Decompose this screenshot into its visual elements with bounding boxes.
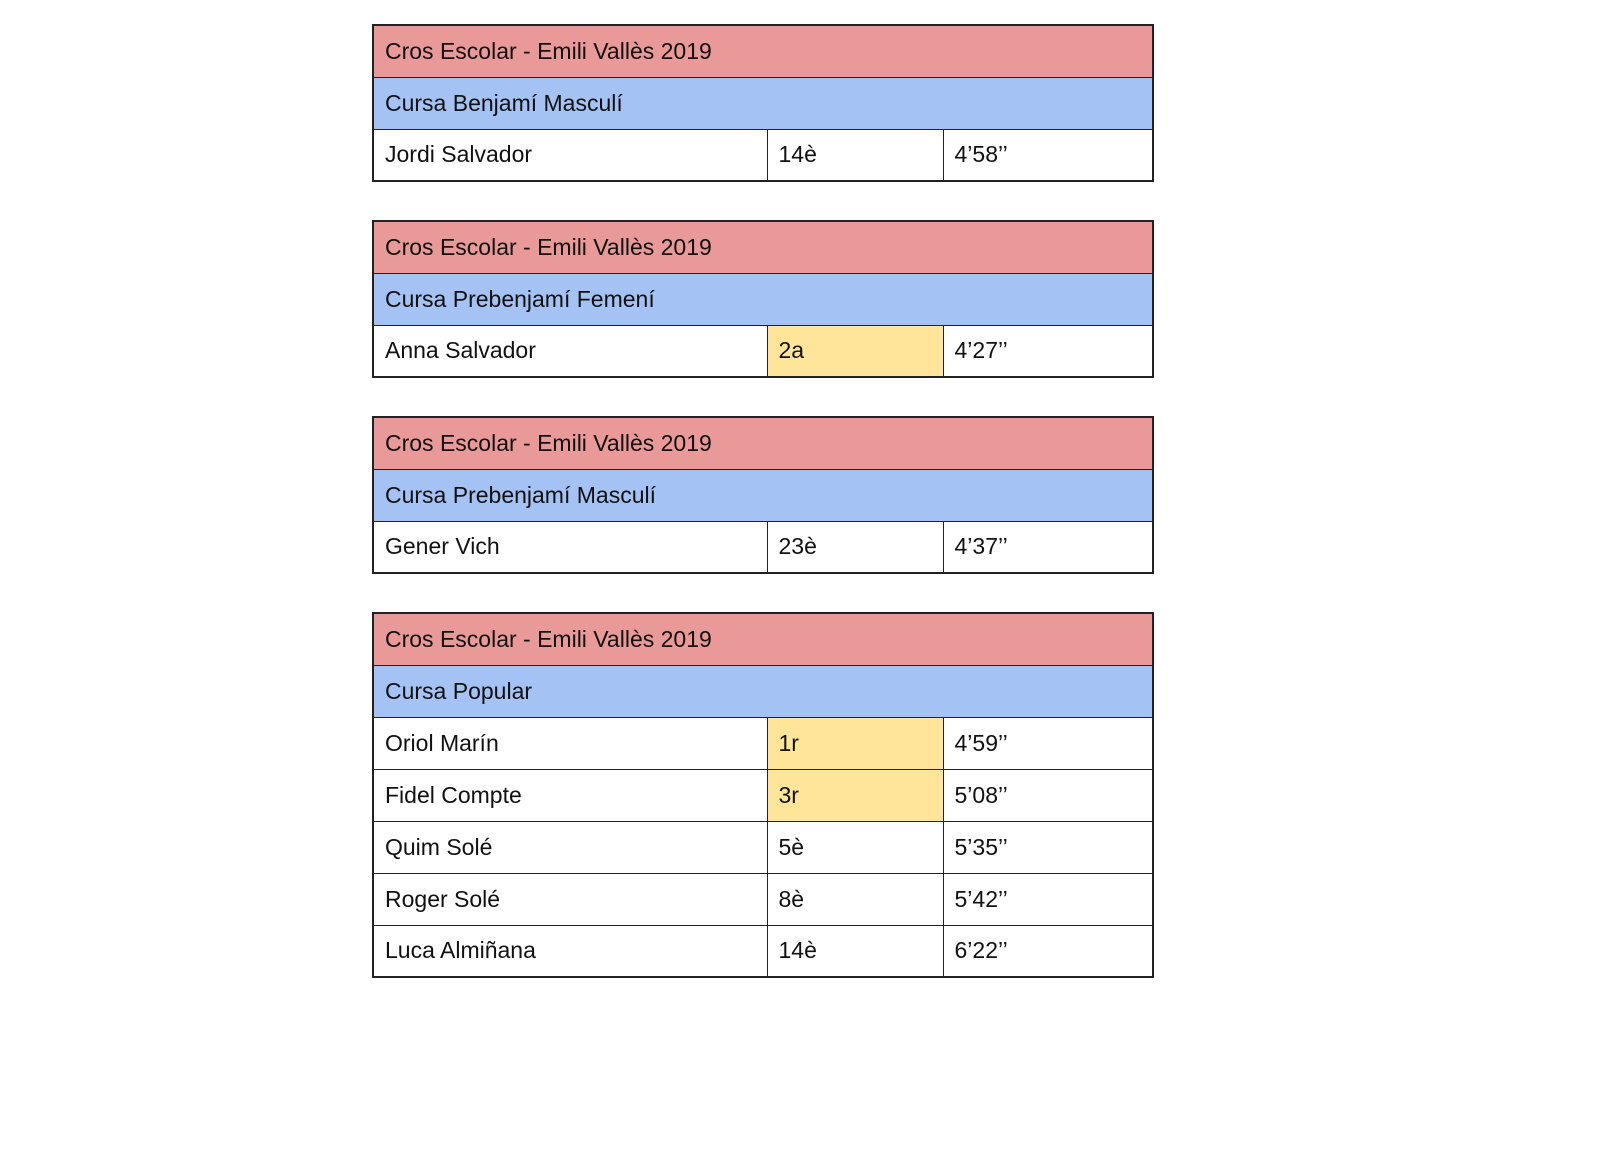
table-row [373, 129, 1153, 181]
runner-position: 2a [767, 325, 943, 377]
race-title: Cursa Prebenjamí Femení [373, 273, 1153, 325]
runner-name: Anna Salvador [373, 325, 767, 377]
race-header-row [373, 273, 1153, 325]
race-header-row [373, 469, 1153, 521]
runner-name: Oriol Marín [373, 717, 767, 769]
race-header-row [373, 665, 1153, 717]
runner-name: Quim Solé [373, 821, 767, 873]
race-title: Cursa Popular [373, 665, 1153, 717]
event-header-row [373, 25, 1153, 77]
runner-name: Fidel Compte [373, 769, 767, 821]
race-title: Cursa Prebenjamí Masculí [373, 469, 1153, 521]
event-title: Cros Escolar - Emili Vallès 2019 [373, 25, 1153, 77]
results-table [372, 416, 1154, 574]
runner-time: 4’27’’ [943, 325, 1153, 377]
runner-time: 6’22’’ [943, 925, 1153, 977]
table-row [373, 769, 1153, 821]
runner-position: 23è [767, 521, 943, 573]
event-title: Cros Escolar - Emili Vallès 2019 [373, 221, 1153, 273]
event-header-row [373, 221, 1153, 273]
table-row [373, 821, 1153, 873]
results-document [372, 24, 1152, 1016]
runner-name: Roger Solé [373, 873, 767, 925]
results-table [372, 220, 1154, 378]
runner-time: 5’08’’ [943, 769, 1153, 821]
race-header-row [373, 77, 1153, 129]
runner-time: 4’58’’ [943, 129, 1153, 181]
runner-position: 5è [767, 821, 943, 873]
runner-time: 4’37’’ [943, 521, 1153, 573]
event-title: Cros Escolar - Emili Vallès 2019 [373, 613, 1153, 665]
runner-position: 3r [767, 769, 943, 821]
runner-position: 1r [767, 717, 943, 769]
results-table [372, 612, 1154, 978]
table-row [373, 925, 1153, 977]
race-title: Cursa Benjamí Masculí [373, 77, 1153, 129]
runner-name: Luca Almiñana [373, 925, 767, 977]
results-table [372, 24, 1154, 182]
table-row [373, 717, 1153, 769]
event-header-row [373, 417, 1153, 469]
table-row [373, 325, 1153, 377]
runner-time: 4’59’’ [943, 717, 1153, 769]
runner-name: Gener Vich [373, 521, 767, 573]
table-row [373, 873, 1153, 925]
runner-time: 5’35’’ [943, 821, 1153, 873]
event-title: Cros Escolar - Emili Vallès 2019 [373, 417, 1153, 469]
event-header-row [373, 613, 1153, 665]
runner-position: 14è [767, 925, 943, 977]
runner-position: 14è [767, 129, 943, 181]
runner-name: Jordi Salvador [373, 129, 767, 181]
runner-time: 5’42’’ [943, 873, 1153, 925]
runner-position: 8è [767, 873, 943, 925]
table-row [373, 521, 1153, 573]
